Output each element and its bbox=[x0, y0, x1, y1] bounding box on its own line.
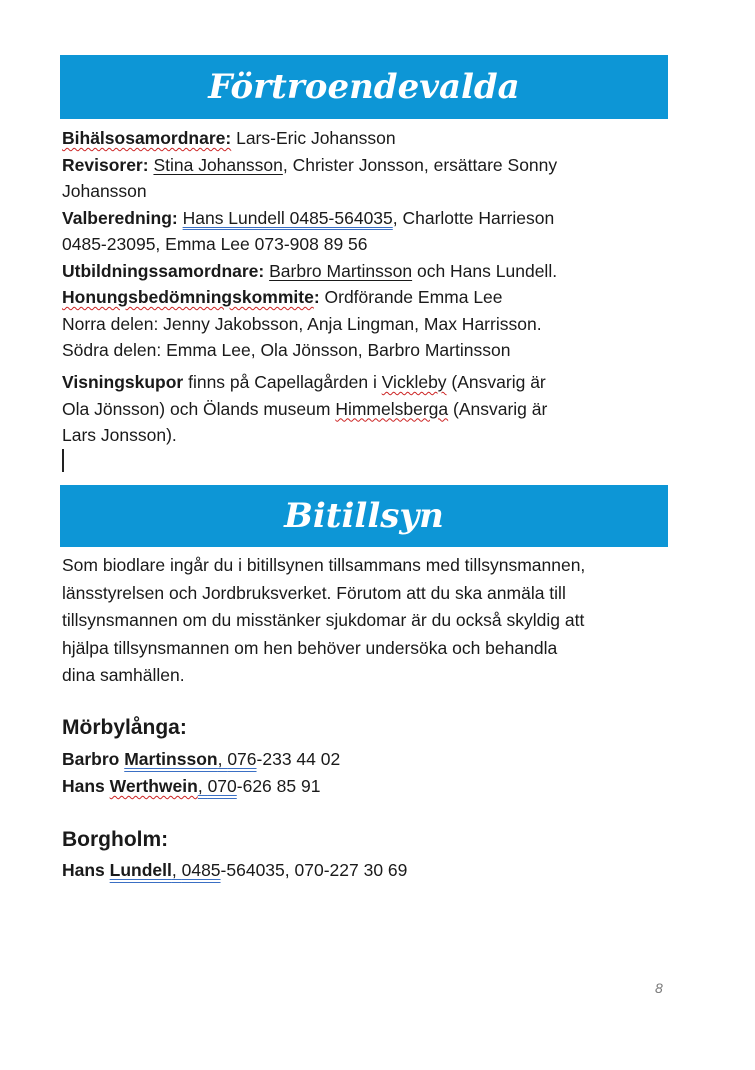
text-span: (Ansvarig är bbox=[446, 372, 546, 392]
sodra-delen-line: Södra delen: Emma Lee, Ola Jönsson, Barbro Martinsson bbox=[62, 340, 511, 360]
page-number: 8 bbox=[655, 980, 663, 996]
role-label: Revisorer: bbox=[62, 154, 149, 175]
paragraph-line: hjälpa tillsynsmannen om hen behöver undersöka och behandla bbox=[62, 637, 558, 658]
contact-last-name: Werthwein bbox=[109, 776, 198, 796]
section-title: Bitillsyn bbox=[284, 496, 444, 536]
text-span: finns på Capellagården i bbox=[183, 372, 382, 392]
utbildning-line bbox=[62, 258, 662, 285]
phone-rest: -564035, 070-227 30 69 bbox=[220, 860, 408, 880]
contact-first-name: Hans bbox=[62, 776, 110, 796]
section-banner-fortroendevalda bbox=[60, 55, 668, 119]
borgholm-heading: Borgholm: bbox=[62, 828, 169, 851]
role-label: Utbildningssamordnare: bbox=[62, 260, 265, 281]
person-name: Stina Johansson bbox=[153, 154, 283, 175]
contact-row bbox=[62, 773, 340, 800]
role-value: och Hans Lundell. bbox=[412, 260, 558, 281]
contact-row bbox=[62, 746, 340, 773]
contact-separator: , bbox=[217, 749, 228, 769]
officials-list bbox=[62, 125, 662, 364]
visning-line-1 bbox=[62, 369, 662, 396]
visningskupor-paragraph bbox=[62, 369, 662, 449]
contact-first-name: Hans bbox=[62, 860, 110, 880]
bitillsyn-paragraph bbox=[62, 552, 662, 690]
borgholm-contacts bbox=[62, 857, 407, 884]
role-value: , Christer Jonsson, ersättare Sonny bbox=[282, 154, 558, 175]
revisorer-line-2: Johansson bbox=[62, 181, 147, 201]
paragraph-line: länsstyrelsen och Jordbruksverket. Förutom att du ska anmäla till bbox=[62, 582, 566, 603]
section-title: Förtroendevalda bbox=[208, 67, 520, 107]
contact-separator: , bbox=[197, 776, 208, 796]
contact-last-name: Lundell bbox=[109, 860, 172, 880]
valberedning-line-2: 0485-23095, Emma Lee 073-908 89 56 bbox=[62, 234, 368, 254]
contact-separator: , bbox=[171, 860, 182, 880]
contact-link[interactable]: Hans Lundell 0485-564035 bbox=[182, 207, 393, 228]
contact-row bbox=[62, 857, 407, 884]
contact-first-name: Barbro bbox=[62, 749, 125, 769]
visning-line-2 bbox=[62, 396, 662, 423]
paragraph-line: Som biodlare ingår du i bitillsynen tillsammans med tillsynsmannen, bbox=[62, 555, 586, 575]
role-label: Visningskupor bbox=[62, 372, 184, 392]
text-cursor bbox=[62, 449, 64, 472]
phone-prefix: 070 bbox=[207, 776, 237, 796]
role-label: Valberedning: bbox=[62, 207, 178, 228]
role-label-colon: : bbox=[313, 287, 320, 307]
phone-rest: -233 44 02 bbox=[256, 749, 341, 769]
valberedning-line bbox=[62, 205, 662, 232]
paragraph-line: tillsynsmannen om du misstänker sjukdomar är du också skyldig att bbox=[62, 610, 585, 630]
phone-prefix: 076 bbox=[227, 749, 257, 769]
text-span: Ola Jönsson) och Ölands museum bbox=[62, 398, 336, 419]
text-span: (Ansvarig är bbox=[448, 398, 548, 419]
person-name: Barbro Martinsson bbox=[269, 260, 413, 281]
place-name: Vickleby bbox=[381, 372, 447, 392]
norra-delen-line: Norra delen: Jenny Jakobsson, Anja Lingman, Max Harrisson. bbox=[62, 313, 542, 334]
role-value: Lars-Eric Johansson bbox=[231, 128, 396, 148]
role-label: Bihälsosamordnare: bbox=[62, 128, 232, 148]
morbylanga-contacts bbox=[62, 746, 340, 800]
place-name: Himmelsberga bbox=[335, 398, 449, 419]
phone-prefix: 0485 bbox=[181, 860, 221, 880]
role-label: Honungsbedömningskommite bbox=[62, 287, 314, 307]
bihalsosamordnare-line bbox=[62, 125, 662, 152]
role-value: , Charlotte Harrieson bbox=[392, 207, 555, 228]
phone-rest: -626 85 91 bbox=[236, 776, 321, 796]
paragraph-line: dina samhällen. bbox=[62, 665, 185, 685]
morbylanga-heading: Mörbylånga: bbox=[62, 716, 187, 739]
section-banner-bitillsyn bbox=[60, 485, 668, 547]
visning-line-3: Lars Jonsson). bbox=[62, 425, 177, 445]
revisorer-line bbox=[62, 152, 662, 179]
contact-last-name: Martinsson bbox=[124, 749, 218, 769]
role-value: Ordförande Emma Lee bbox=[319, 287, 503, 307]
honung-line bbox=[62, 284, 662, 311]
